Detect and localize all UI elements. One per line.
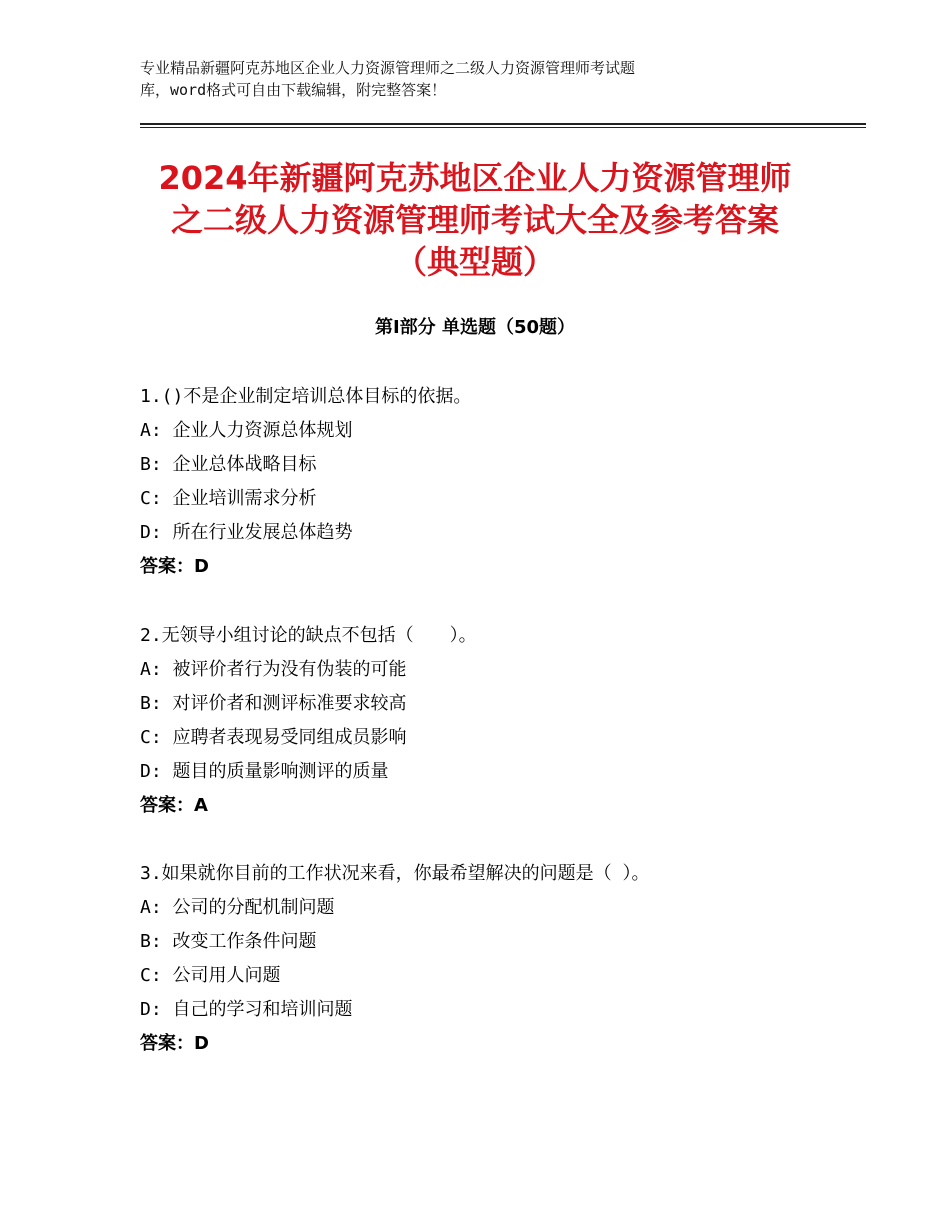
question-stem: 1.()不是企业制定培训总体目标的依据。 <box>140 386 472 407</box>
option-d: D: 自己的学习和培训问题 <box>140 999 353 1020</box>
option-b: B: 企业总体战略目标 <box>140 454 317 475</box>
question-1 <box>140 380 840 584</box>
header-note-line-2: 库，word格式可自由下载编辑，附完整答案！ <box>140 81 447 99</box>
answer-line: 答案：D <box>140 556 209 577</box>
option-d: D: 题目的质量影响测评的质量 <box>140 761 389 782</box>
header-divider-thick <box>140 123 866 125</box>
answer-line: 答案：D <box>140 1033 209 1054</box>
header-divider-thin <box>140 127 866 128</box>
section-title: 第Ⅰ部分 单选题（50题） <box>374 317 575 338</box>
question-stem: 3.如果就你目前的工作状况来看，你最希望解决的问题是（ ）。 <box>140 863 650 884</box>
option-a: A: 被评价者行为没有伪装的可能 <box>140 659 407 680</box>
option-c: C: 公司用人问题 <box>140 965 281 986</box>
option-a: A: 企业人力资源总体规划 <box>140 420 353 441</box>
question-2 <box>140 619 840 823</box>
document-title-line-3: （典型题） <box>394 243 555 281</box>
answer-line: 答案：A <box>140 795 208 816</box>
header-note-line-1: 专业精品新疆阿克苏地区企业人力资源管理师之二级人力资源管理师考试题 <box>140 59 636 77</box>
document-title <box>130 157 820 283</box>
option-c: C: 企业培训需求分析 <box>140 488 317 509</box>
question-3 <box>140 857 840 1061</box>
header-note <box>140 57 780 101</box>
option-c: C: 应聘者表现易受同组成员影响 <box>140 727 407 748</box>
document-title-line-2: 之二级人力资源管理师考试大全及参考答案 <box>170 201 779 239</box>
option-b: B: 对评价者和测评标准要求较高 <box>140 693 407 714</box>
option-b: B: 改变工作条件问题 <box>140 931 317 952</box>
option-a: A: 公司的分配机制问题 <box>140 897 335 918</box>
question-stem: 2.无领导小组讨论的缺点不包括（ ）。 <box>140 625 477 646</box>
option-d: D: 所在行业发展总体趋势 <box>140 522 353 543</box>
document-title-line-1: 2024年新疆阿克苏地区企业人力资源管理师 <box>158 159 792 197</box>
